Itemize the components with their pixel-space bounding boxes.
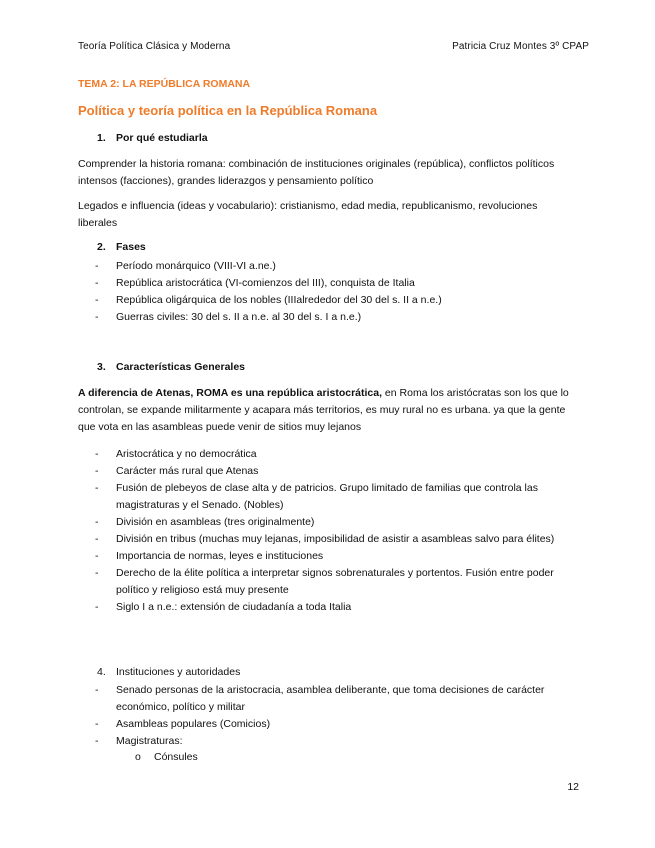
dash-bullet: - <box>95 567 99 579</box>
dash-bullet: - <box>95 684 99 696</box>
list-item <box>78 480 578 514</box>
paragraph-bold-lead: A diferencia de Atenas, ROMA es una república aristocrática, <box>78 387 383 399</box>
list-item <box>78 548 578 565</box>
list-item <box>78 514 578 531</box>
page-number: 12 <box>567 781 579 793</box>
list-item-text: Importancia de normas, leyes e instituciones <box>116 550 324 562</box>
dash-bullet: - <box>95 277 99 289</box>
dash-bullet: - <box>95 448 99 460</box>
dash-bullet: - <box>95 550 99 562</box>
section-subtitle: Política y teoría política en la República Romana <box>78 103 378 118</box>
list-item <box>78 463 578 480</box>
paragraph-comprender: Comprender la historia romana: combinación de instituciones originales (república), conflictos políticos intensos (facciones), grandes liderazgos y pensamiento político <box>78 158 555 187</box>
dash-bullet: - <box>95 533 99 545</box>
list-item <box>78 309 578 326</box>
list-item <box>78 446 578 463</box>
list-item <box>78 531 578 548</box>
list-item <box>78 599 578 616</box>
heading-number: 4. <box>97 666 106 678</box>
list-item-text: Período monárquico (VIII-VI a.ne.) <box>116 260 276 272</box>
header-author: Patricia Cruz Montes 3º CPAP <box>452 41 589 52</box>
list-item-text: Carácter más rural que Atenas <box>116 465 259 477</box>
tema-title: TEMA 2: LA REPÚBLICA ROMANA <box>78 78 251 90</box>
list-item-text: Aristocrática y no democrática <box>116 448 257 460</box>
dash-bullet: - <box>95 482 99 494</box>
list-item <box>78 733 578 750</box>
list-item <box>78 565 578 599</box>
dash-bullet: - <box>95 516 99 528</box>
heading-label: Características Generales <box>116 361 245 373</box>
heading-number: 3. <box>97 361 106 373</box>
list-item-text: Senado personas de la aristocracia, asamblea deliberante, que toma decisiones de carácter económico, político y militar <box>116 684 545 713</box>
list-item <box>78 716 578 733</box>
list-item-text: División en tribus (muchas muy lejanas, imposibilidad de asistir a asambleas salvo para élites) <box>116 533 555 545</box>
list-item-text: República aristocrática (VI-comienzos del III), conquista de Italia <box>116 277 415 289</box>
dash-bullet: - <box>95 311 99 323</box>
dash-bullet: - <box>95 735 99 747</box>
header-course-title: Teoría Política Clásica y Moderna <box>78 41 231 52</box>
list-item <box>78 682 578 716</box>
paragraph-diferencia-atenas <box>78 385 578 436</box>
fases-list <box>78 258 578 326</box>
circle-bullet: o <box>135 751 141 763</box>
heading-label: Instituciones y autoridades <box>116 666 241 678</box>
list-item-text: Siglo I a n.e.: extensión de ciudadanía a toda Italia <box>116 601 352 613</box>
dash-bullet: - <box>95 260 99 272</box>
list-item-text: Fusión de plebeyos de clase alta y de patricios. Grupo limitado de familias que controla las magistraturas y el Senado. (Nobles) <box>116 482 538 511</box>
sublist-item-text: Cónsules <box>154 751 198 763</box>
dash-bullet: - <box>95 601 99 613</box>
list-item-text: Asambleas populares (Comicios) <box>116 718 271 730</box>
list-item <box>78 258 578 275</box>
caracteristicas-list <box>78 446 578 616</box>
list-item <box>78 275 578 292</box>
list-item <box>78 292 578 309</box>
list-item-text: Magistraturas: <box>116 735 183 747</box>
paragraph-rest: en Roma los aristócratas son los que lo controlan, se expande militarmente y acapara más territorios, es muy rural no es urbana. ya que la gente que vota en las asambleas puede venir de sitios muy lejanos <box>78 387 569 433</box>
heading-label: Por qué estudiarla <box>116 132 208 144</box>
list-item-text: División en asambleas (tres originalmente) <box>116 516 315 528</box>
instituciones-list <box>78 682 578 750</box>
dash-bullet: - <box>95 718 99 730</box>
heading-number: 1. <box>97 132 106 144</box>
list-item-text: Guerras civiles: 30 del s. II a n.e. al 30 del s. I a n.e.) <box>116 311 362 323</box>
dash-bullet: - <box>95 465 99 477</box>
heading-number: 2. <box>97 241 106 253</box>
list-item-text: Derecho de la élite política a interpretar signos sobrenaturales y portentos. Fusión entre poder político y religioso está muy presente <box>116 567 554 596</box>
paragraph-legados: Legados e influencia (ideas y vocabulario): cristianismo, edad media, republicanismo, revoluciones liberales <box>78 200 538 229</box>
list-item-text: República oligárquica de los nobles (IIIalrededor del 30 del s. II a n.e.) <box>116 294 442 306</box>
dash-bullet: - <box>95 294 99 306</box>
heading-label: Fases <box>116 241 146 253</box>
